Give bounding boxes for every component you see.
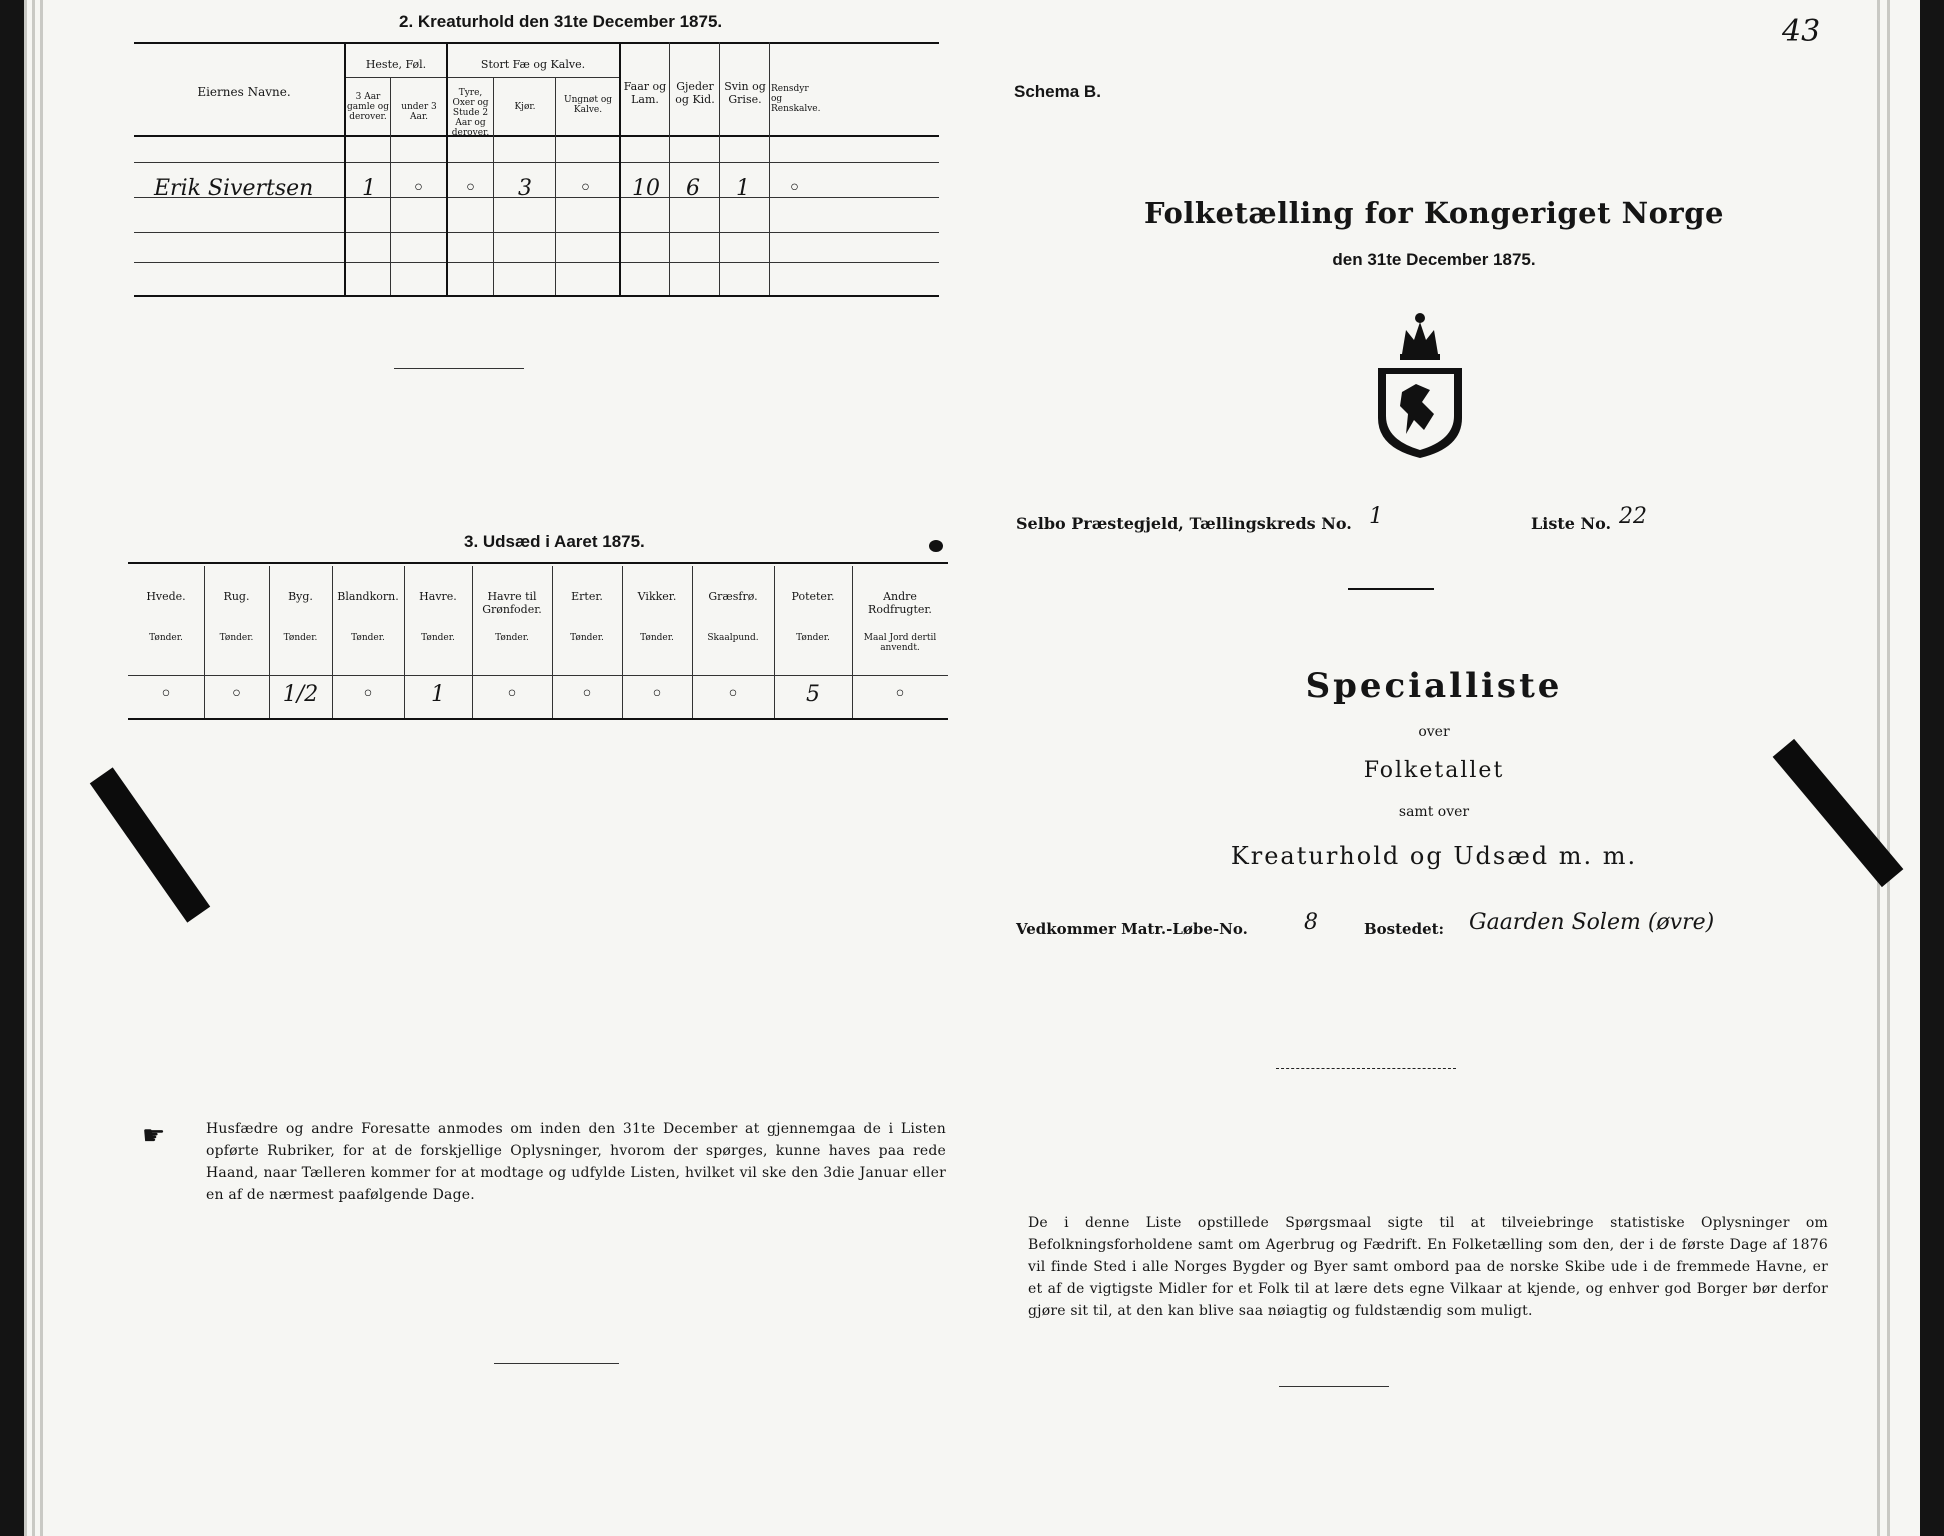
crop-value: ◦ xyxy=(580,682,594,707)
kreaturhold-text: Kreaturhold og Udsæd m. m. xyxy=(1230,842,1638,870)
crop-value: 1 xyxy=(431,682,445,707)
crop-value: ◦ xyxy=(230,682,243,707)
left-page xyxy=(24,0,964,1536)
value-horses-old: 1 xyxy=(362,176,376,201)
samt-over-text: samt over xyxy=(1398,804,1470,820)
value-calves: ◦ xyxy=(579,176,592,201)
page-pointer-marker xyxy=(90,767,210,922)
crop-unit: Tønder. xyxy=(351,633,385,643)
crop-header: Andre Rodfrugter. xyxy=(868,590,932,616)
crop-value: 5 xyxy=(806,682,820,707)
crop-header: Havre til Grønfoder. xyxy=(482,590,542,616)
crop-value: ◦ xyxy=(650,682,664,707)
matr-label: Vedkommer Matr.-Løbe-No. xyxy=(1016,920,1248,938)
bosted-label: Bostedet: xyxy=(1364,920,1445,938)
value-reindeer: ◦ xyxy=(788,176,801,201)
owner-name: Erik Sivertsen xyxy=(154,176,314,201)
value-cows: 3 xyxy=(518,176,532,201)
over-text: over xyxy=(1418,724,1450,740)
divider xyxy=(394,368,524,369)
crop-header: Erter. xyxy=(571,590,603,603)
folketallet-text: Folketallet xyxy=(1363,758,1505,783)
notice-text: Husfædre og andre Foresatte anmodes om inden den 31te December at gjennemgaa de i Listen opførte Rubriker, for at de forskjellige Oplysninger, hvorom der spørges, kunne haves paa rede Haand, naar Tælleren kommer for at modtage og udfylde Listen, hvilket vil ske den 3die Januar eller en af de nærmest paafølgende Dage. xyxy=(206,1121,946,1203)
divider xyxy=(1348,588,1434,590)
page-edge xyxy=(24,0,27,1536)
header-horses-old: 3 Aar gamle og derover. xyxy=(347,92,389,122)
ink-blot xyxy=(929,540,943,552)
header-bulls: Tyre, Oxer og Stude 2 Aar og derover. xyxy=(451,88,490,138)
crop-unit: Maal Jord dertil anvendt. xyxy=(863,633,937,653)
crop-header: Havre. xyxy=(419,590,457,603)
crop-header: Hvede. xyxy=(146,590,186,603)
crop-unit: Tønder. xyxy=(570,633,604,643)
crop-value: ◦ xyxy=(361,682,375,707)
crop-value: ◦ xyxy=(159,682,173,707)
value-goats: 6 xyxy=(686,176,700,201)
value-sheep: 10 xyxy=(632,176,660,201)
header-pigs: Svin og Grise. xyxy=(724,80,766,106)
divider xyxy=(1279,1386,1389,1387)
header-owner: Eiernes Navne. xyxy=(197,85,291,99)
crop-header: Blandkorn. xyxy=(337,590,399,603)
list-label: Liste No. xyxy=(1531,514,1612,533)
crop-value: ◦ xyxy=(893,682,907,707)
header-horses: Heste, Føl. xyxy=(365,58,427,71)
pointing-hand-icon: ☛ xyxy=(142,1121,166,1151)
crop-unit: Skaalpund. xyxy=(707,633,759,643)
header-cows: Kjør. xyxy=(514,102,536,112)
header-goats: Gjeder og Kid. xyxy=(675,80,715,106)
main-subtitle: den 31te December 1875. xyxy=(1332,250,1536,269)
crop-header: Vikker. xyxy=(637,590,677,603)
section-3-title: 3. Udsæd i Aaret 1875. xyxy=(464,532,645,551)
crop-unit: Tønder. xyxy=(796,633,830,643)
district-number: 1 xyxy=(1369,504,1383,529)
crop-header: Byg. xyxy=(288,590,313,603)
header-cattle: Stort Fæ og Kalve. xyxy=(480,58,586,71)
header-calves: Ungnøt og Kalve. xyxy=(563,95,612,115)
header-horses-young: under 3 Aar. xyxy=(401,102,437,122)
value-pigs: 1 xyxy=(736,176,750,201)
header-sheep: Faar og Lam. xyxy=(623,80,667,106)
page-edge xyxy=(32,0,35,1536)
crop-value: ◦ xyxy=(726,682,740,707)
crop-value: 1/2 xyxy=(282,682,319,707)
footer-text: De i denne Liste opstillede Spørgsmaal sigte til at tilveiebringe statistiske Oplysninger om Befolkningsforholdene samt om Agerbrug og Fædrift. En Folketælling som den, der i de første Dage af 1876 vil finde Sted i alle Norges Bygder og Byer samt ombord paa de norske Skibe ude i de fremmede Havne, er et af de vigtigste Midler for et Folk til at lære dets egne Vilkaar at kjende, og enhver god Borger bør derfor gjøre sit til, at den kan blive saa nøiagtig og fuldstændig som muligt. xyxy=(1028,1215,1828,1319)
schema-label: Schema B. xyxy=(1014,82,1101,101)
divider xyxy=(1276,1068,1456,1069)
special-list-title: Specialliste xyxy=(1305,666,1563,706)
crop-unit: Tønder. xyxy=(149,633,183,643)
crop-header: Poteter. xyxy=(791,590,835,603)
parish-label: Selbo Præstegjeld, Tællingskreds No. xyxy=(1016,514,1352,533)
page-number: 43 xyxy=(1782,14,1821,49)
page-edge xyxy=(40,0,43,1536)
crop-unit: Tønder. xyxy=(640,633,674,643)
bosted-value: Gaarden Solem (øvre) xyxy=(1469,910,1715,935)
coat-of-arms-icon xyxy=(1372,310,1468,460)
main-title: Folketælling for Kongeriget Norge xyxy=(1144,196,1724,230)
matr-number: 8 xyxy=(1304,910,1318,935)
list-number: 22 xyxy=(1619,504,1647,529)
value-horses-young: ◦ xyxy=(412,176,425,201)
section-2-title: 2. Kreaturhold den 31te December 1875. xyxy=(399,12,723,31)
crop-header: Rug. xyxy=(223,590,250,603)
right-page xyxy=(964,0,1920,1536)
crop-unit: Tønder. xyxy=(219,633,254,643)
value-bulls: ◦ xyxy=(464,176,477,201)
crop-unit: Tønder. xyxy=(421,633,455,643)
crop-value: ◦ xyxy=(505,682,519,707)
crop-header: Græsfrø. xyxy=(708,590,758,603)
divider xyxy=(494,1363,619,1364)
crop-unit: Tønder. xyxy=(283,633,318,643)
header-reindeer: Rensdyr og Renskalve. xyxy=(771,84,821,114)
crop-unit: Tønder. xyxy=(495,633,529,643)
